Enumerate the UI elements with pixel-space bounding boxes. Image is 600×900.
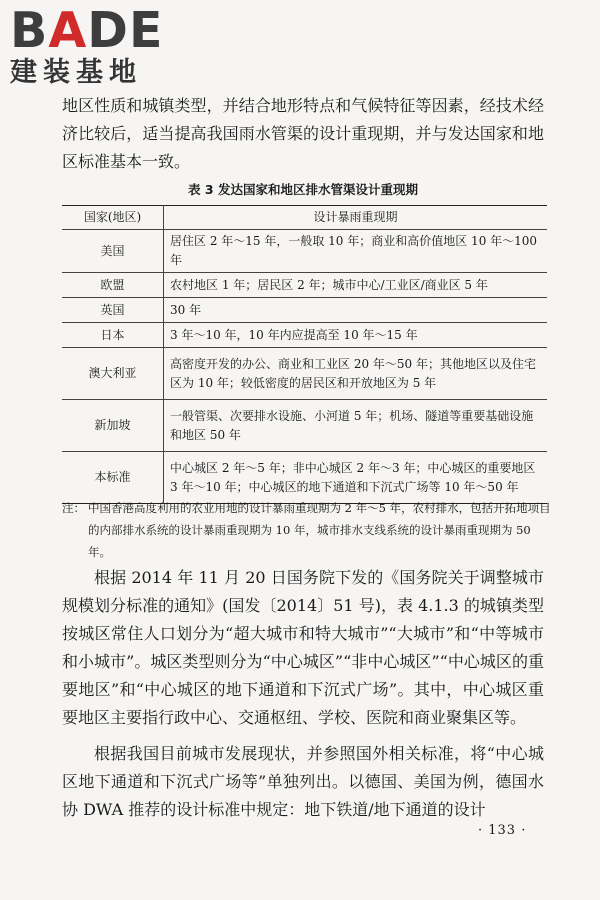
table-header-row bbox=[62, 206, 547, 230]
logo-wordmark: BADE bbox=[10, 2, 164, 59]
intro-paragraph: 地区性质和城镇类型，并结合地形特点和气候特征等因素，经技术经济比较后，适当提高我国雨水管渠的设计重现期，并与发达国家和地区标准基本一致。 bbox=[62, 96, 544, 171]
row-region: 本标准 bbox=[62, 452, 164, 504]
row-period: 中心城区 2 年～5 年；非中心城区 2 年～3 年；中心城区的重要地区 3 年～10 年；中心城区的地下通道和下沉式广场等 10 年～50 年 bbox=[164, 452, 548, 504]
row-period: 农村地区 1 年；居民区 2 年；城市中心/工业区/商业区 5 年 bbox=[164, 273, 548, 298]
page-number: · 133 · bbox=[478, 823, 527, 838]
table-row bbox=[62, 298, 547, 323]
table-title: 表 3 发达国家和地区排水管渠设计重现期 bbox=[188, 182, 418, 197]
row-region: 英国 bbox=[62, 298, 164, 323]
row-period: 居住区 2 年～15 年，一般取 10 年；商业和高价值地区 10 年～100 年 bbox=[164, 230, 548, 273]
header-period: 设计暴雨重现期 bbox=[164, 206, 548, 230]
row-region: 日本 bbox=[62, 323, 164, 348]
table-row bbox=[62, 452, 547, 504]
row-period: 一般管渠、次要排水设施、小河道 5 年；机场、隧道等重要基础设施和地区 50 年 bbox=[164, 400, 548, 452]
table-row bbox=[62, 400, 547, 452]
table-row bbox=[62, 323, 547, 348]
row-period: 3 年～10 年，10 年内应提高至 10 年～15 年 bbox=[164, 323, 548, 348]
row-region: 新加坡 bbox=[62, 400, 164, 452]
row-region: 澳大利亚 bbox=[62, 348, 164, 400]
row-region: 美国 bbox=[62, 230, 164, 273]
logo-subtitle: 建装基地 bbox=[10, 57, 142, 88]
table-row bbox=[62, 230, 547, 273]
table-row bbox=[62, 348, 547, 400]
table-row bbox=[62, 273, 547, 298]
logo-accent-letter: A bbox=[48, 2, 88, 59]
note-text: 中国香港高度利用的农业用地的设计暴雨重现期为 2 年～5 年，农村排水，包括开拓地项目的内部排水系统的设计暴雨重现期为 10 年，城市排水支线系统的设计暴雨重现期为 50 年。 bbox=[88, 501, 551, 559]
row-period: 高密度开发的办公、商业和工业区 20 年～50 年；其他地区以及住宅区为 10 年；较低密度的居民区和开放地区为 5 年 bbox=[164, 348, 548, 400]
body-paragraph: 根据我国目前城市发展现状，并参照国外相关标准，将“中心城区地下通道和下沉式广场等”单独列出。以德国、美国为例，德国水协 DWA 推荐的设计标准中规定：地下铁道/地下通道的设计 bbox=[62, 744, 544, 819]
note-label: 注： bbox=[62, 501, 85, 515]
row-region: 欧盟 bbox=[62, 273, 164, 298]
table-note bbox=[62, 497, 552, 563]
logo bbox=[10, 2, 164, 88]
body-paragraph: 根据 2014 年 11 月 20 日国务院下发的《国务院关于调整城市规模划分标准的通知》(国发〔2014〕51 号)，表 4.1.3 的城镇类型按城区常住人口划分为“超大城市和特大城市”“大城市”和“中等城市和小城市”。城区类型则分为“中心城区”“非中心城区”“中心城区的重要地区”和“中心城区的地下通道和下沉式广场”。其中，中心城区重要地区主要指行政中心、交通枢纽、学校、医院和商业聚集区等。 bbox=[62, 568, 544, 727]
row-period: 30 年 bbox=[164, 298, 548, 323]
header-region: 国家(地区) bbox=[62, 206, 164, 230]
return-period-table bbox=[62, 205, 547, 504]
